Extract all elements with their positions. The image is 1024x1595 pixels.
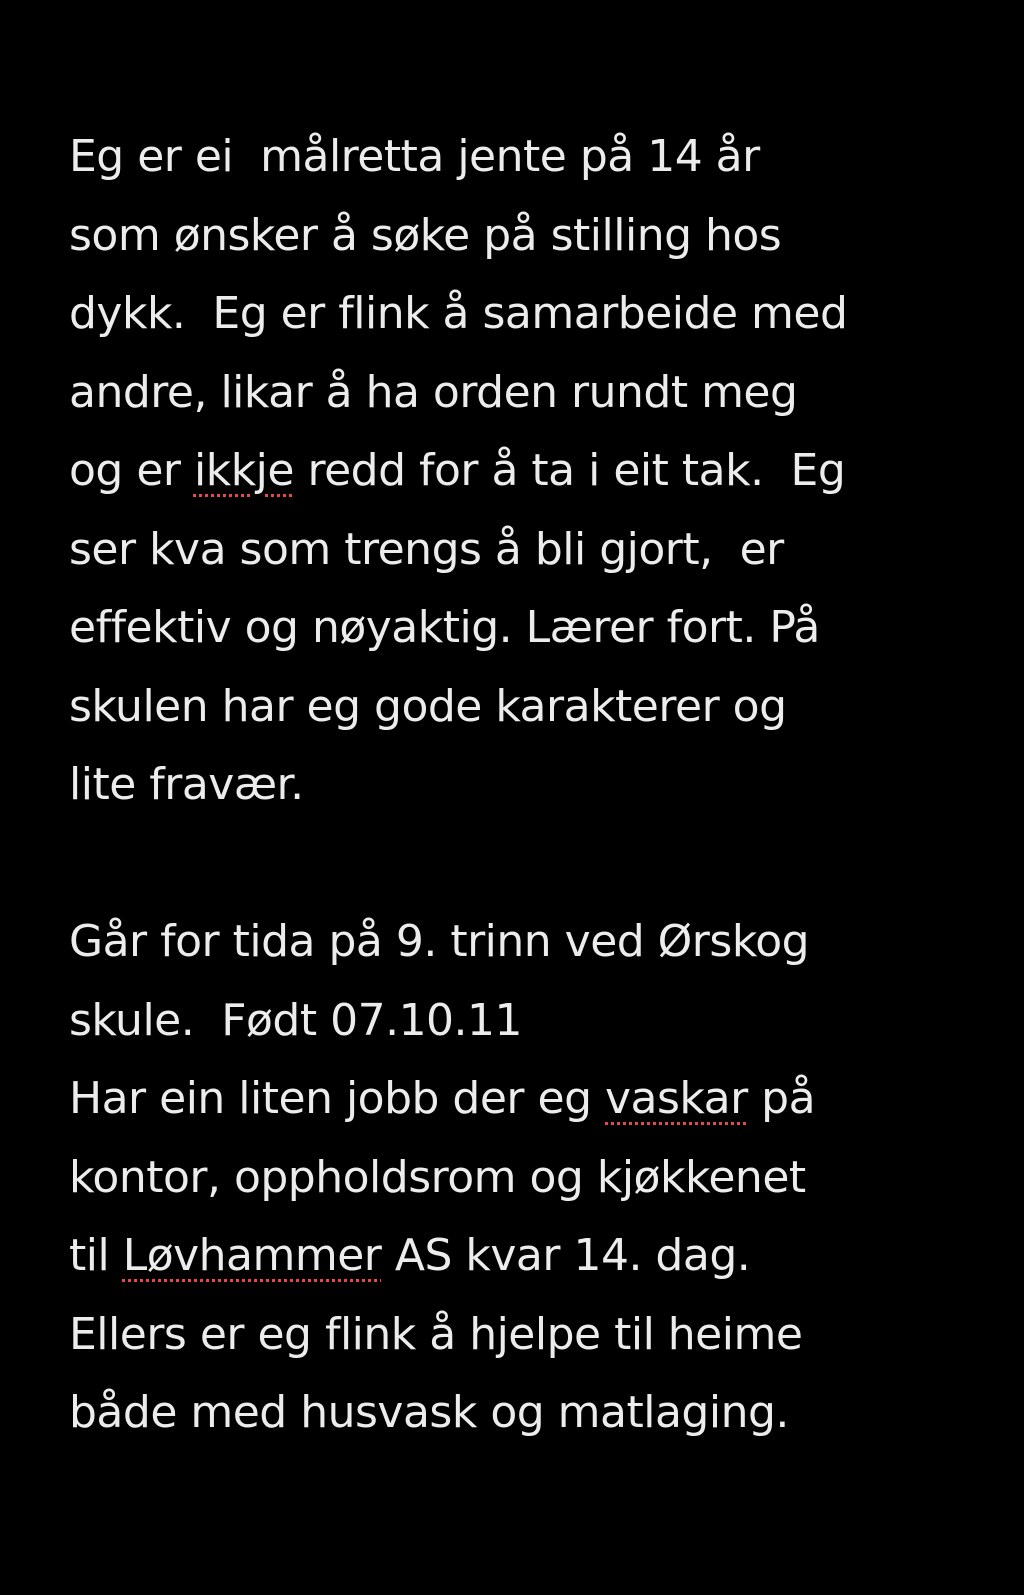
text-line	[69, 1060, 1009, 1139]
text-line	[69, 275, 1009, 354]
text-segment: dykk. Eg er flink å samarbeide med	[69, 288, 848, 339]
text-line	[69, 432, 1009, 511]
paragraph-2	[69, 903, 1009, 1453]
text-segment: skulen har eg gode karakterer og	[69, 680, 787, 732]
text-line	[69, 354, 1009, 433]
text-segment: andre, likar å ha orden rundt meg	[69, 366, 798, 418]
text-line	[69, 197, 1009, 276]
text-segment: til	[69, 1230, 123, 1281]
paragraph-1	[69, 118, 1009, 825]
text-segment: effektiv og nøyaktig. Lærer fort. På	[69, 602, 820, 653]
text-segment: kontor, oppholdsrom og kjøkkenet	[69, 1151, 806, 1203]
text-line	[69, 982, 1009, 1061]
text-segment: Eg er ei målretta jente på 14 år	[69, 131, 760, 182]
text-line	[69, 1296, 1009, 1375]
text-line	[69, 1139, 1009, 1218]
text-line	[69, 118, 1009, 197]
text-segment: skule. Født 07.10.11	[69, 994, 523, 1046]
text-line	[69, 668, 1009, 747]
misspelled-word[interactable]: Løvhammer	[122, 1230, 382, 1281]
text-segment: Ellers er eg flink å hjelpe til heime	[69, 1308, 803, 1360]
text-segment: på	[747, 1073, 816, 1124]
text-segment: Går for tida på 9. trinn ved Ørskog	[69, 916, 810, 967]
text-segment: AS kvar 14. dag.	[381, 1230, 751, 1281]
text-segment: både med husvask og matlaging.	[69, 1387, 789, 1438]
text-segment: og er	[69, 445, 194, 496]
text-line	[69, 1374, 1009, 1453]
blank-line	[69, 825, 1009, 904]
misspelled-word[interactable]: ikkje	[193, 445, 294, 496]
text-line	[69, 1217, 1009, 1296]
text-line	[69, 746, 1009, 825]
text-segment: ser kva som trengs å bli gjort, er	[69, 523, 784, 575]
text-segment: som ønsker å søke på stilling hos	[69, 209, 782, 261]
misspelled-word[interactable]: vaskar	[605, 1073, 748, 1124]
text-segment: lite fravær.	[69, 759, 304, 810]
text-line	[69, 589, 1009, 668]
note-text-area[interactable]	[69, 118, 1009, 1453]
text-segment: Har ein liten jobb der eg	[69, 1073, 605, 1124]
text-segment: redd for å ta i eit tak. Eg	[293, 445, 846, 496]
text-line	[69, 511, 1009, 590]
text-line	[69, 903, 1009, 982]
